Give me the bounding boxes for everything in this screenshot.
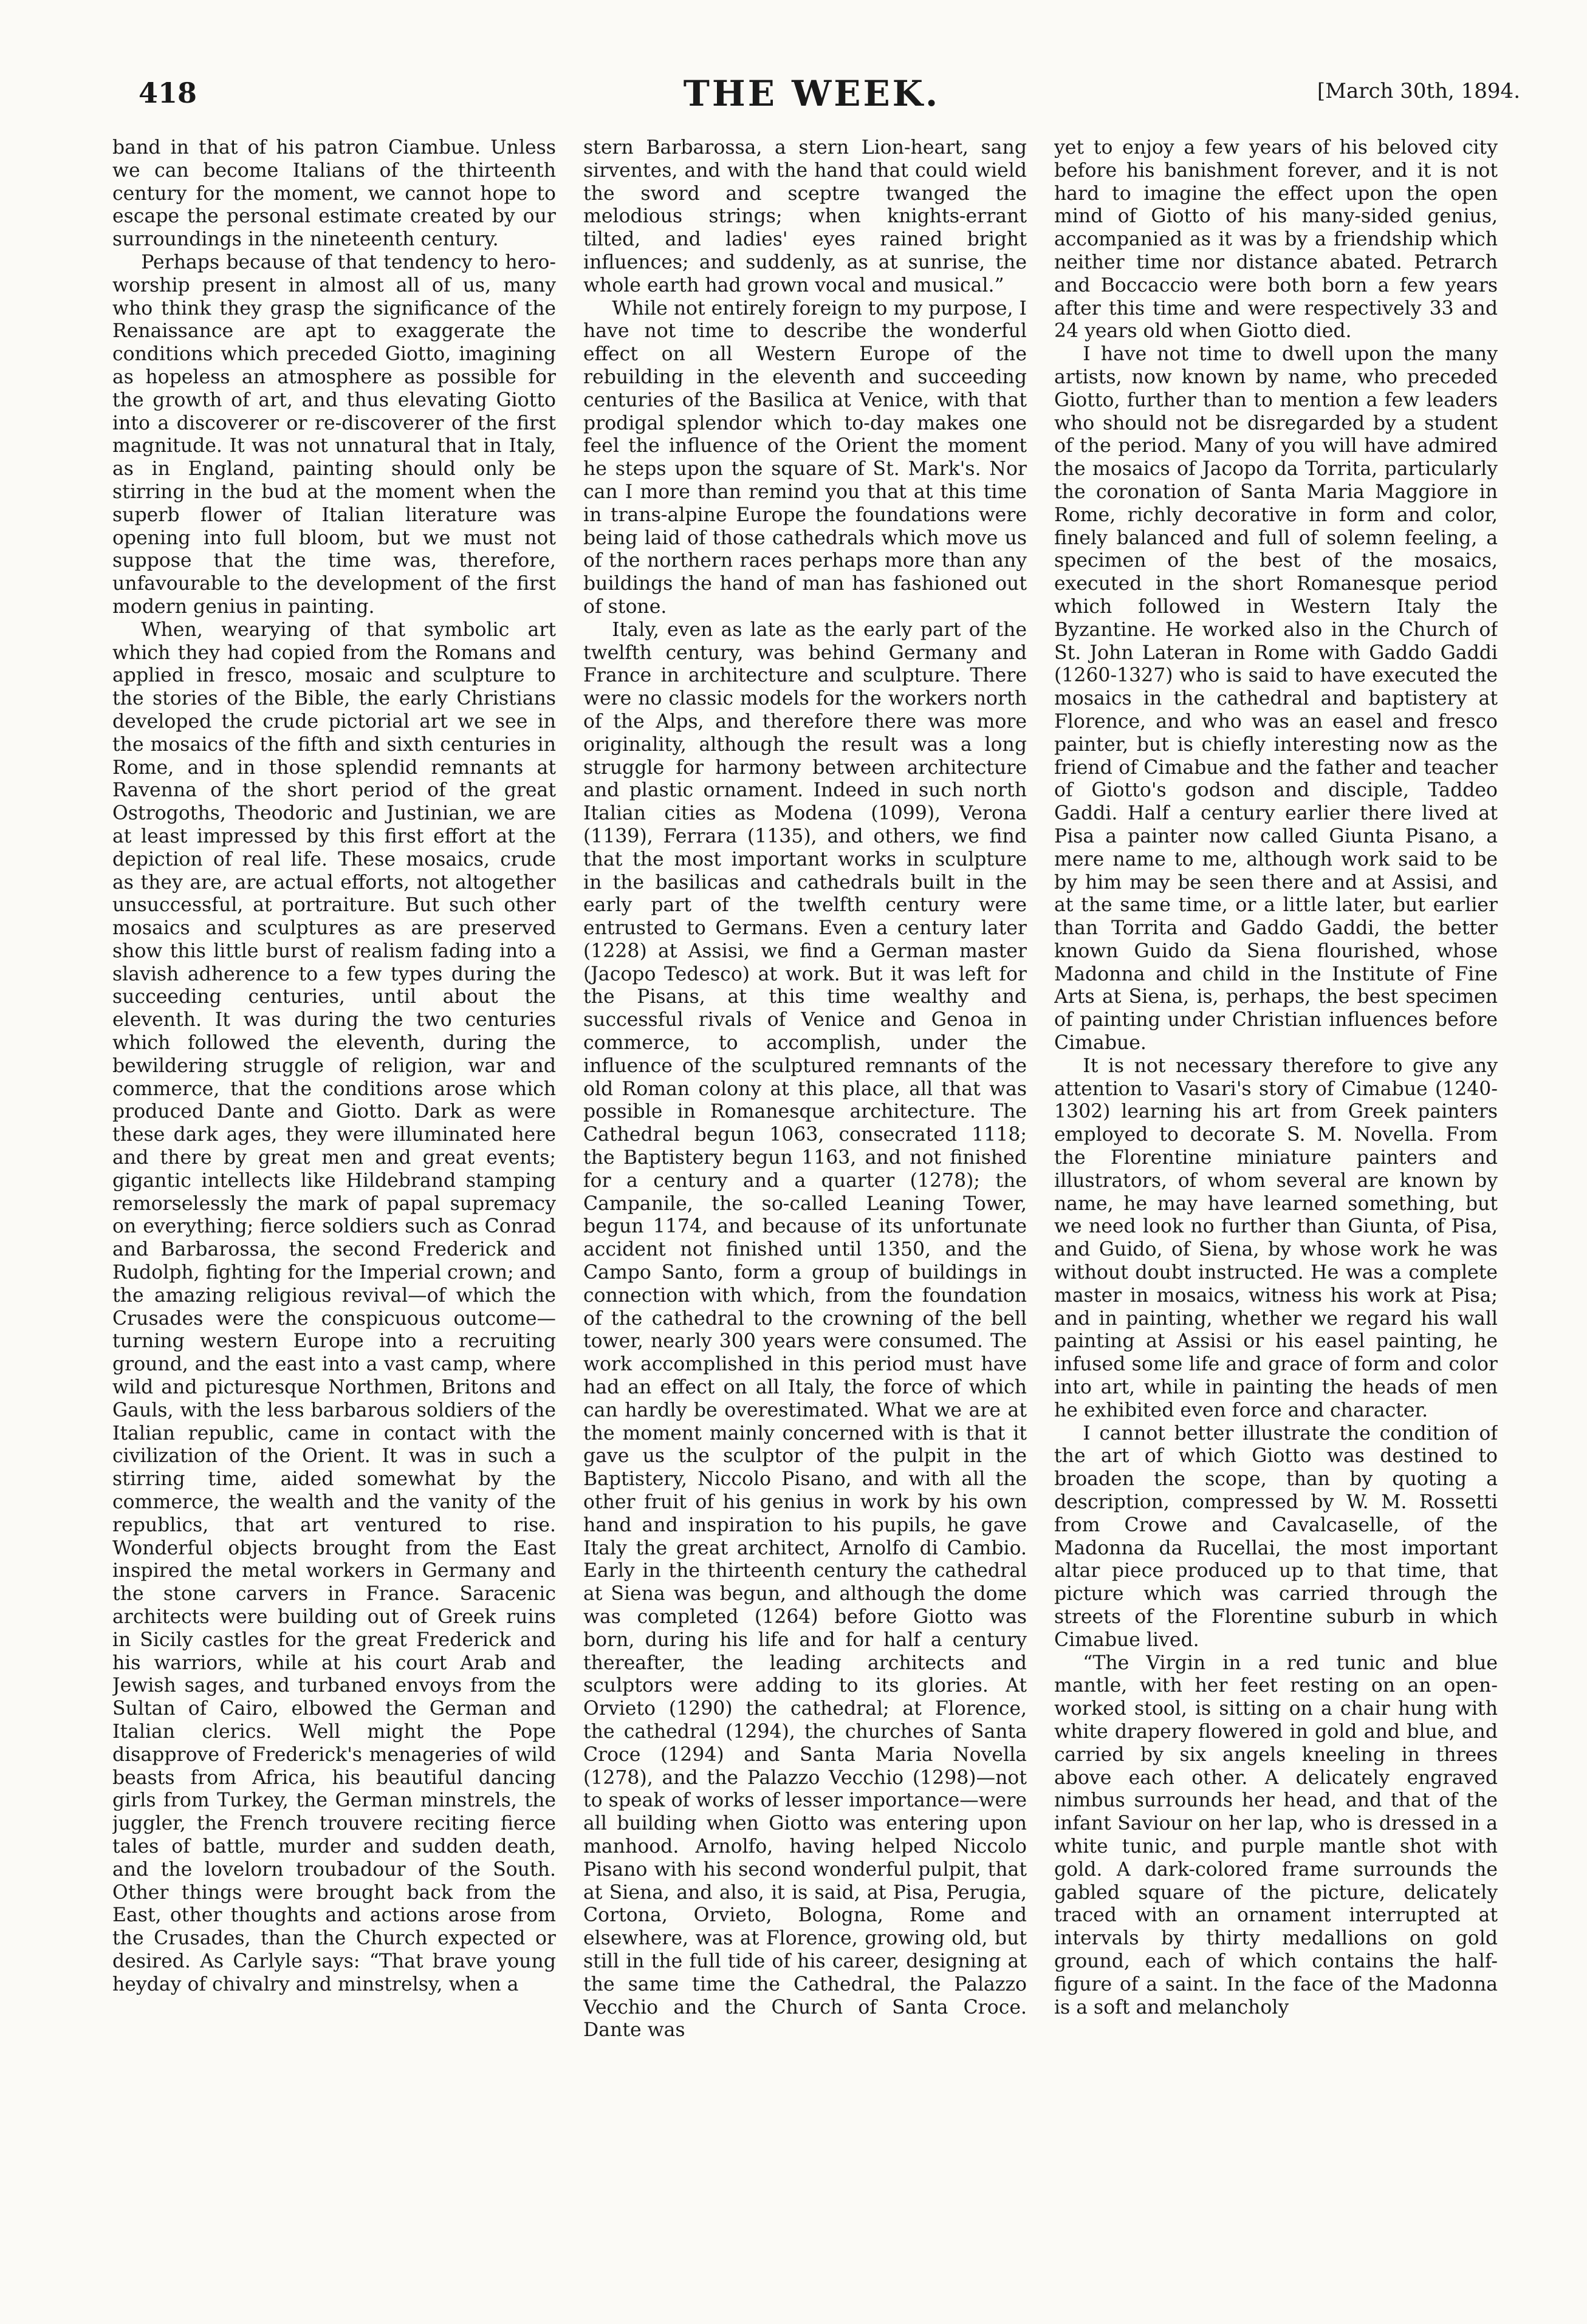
journal-title: THE WEEK. xyxy=(683,73,941,114)
page-header xyxy=(103,73,1520,128)
column-1 xyxy=(112,137,556,2299)
issue-date: [March 30th, 1894. xyxy=(1317,79,1520,103)
paragraph: While not entirely foreign to my purpose, I have not time to describe the wonderful effect on all Western Europe of the rebuilding in the eleventh and succeeding centuries of the Basilica at Venice, with that prodigal splendor which to-day makes one feel the influence of the Orient the moment he steps upon the square of St. Mark's. Nor can I more than remind you that at this time in trans-alpine Europe the foundations were being laid of those cathedrals which move us of the northern races perhaps more than any buildings the hand of man has fashioned out of stone. xyxy=(583,297,1027,618)
paragraph: yet to enjoy a few years of his beloved city before his banishment forever, and it is not hard to imagine the effect upon the open mind of Giotto of his many-sided genius, accompanied as it was by a friendship which neither time nor distance abated. Petrarch and Boccaccio were both born a few years after this time and were respectively 33 and 24 years old when Giotto died. xyxy=(1054,137,1498,343)
paragraph: stern Barbarossa, a stern Lion-heart, sang sirventes, and with the hand that could wield the sword and sceptre twanged the melodious strings; when knights-errant tilted, and ladies' eyes rained bright influences; and suddenly, as at sunrise, the whole earth had grown vocal and musical.” xyxy=(583,137,1027,296)
paragraph: When, wearying of that symbolic art which they had copied from the Romans and applied in fresco, mosaic and sculpture to the stories of the Bible, the early Christians developed the crude pictorial art we see in the mosaics of the fifth and sixth centuries in Rome, and in those splendid remnants at Ravenna of the short period of the great Ostrogoths, Theodoric and Justinian, we are at least impressed by this first effort at the depiction of real life. These mosaics, crude as they are, are actual efforts, not altogether unsuccessful, at portraiture. But such other mosaics and sculptures as are preserved show this little burst of realism fading into a slavish adherence to a few types during the succeeding centuries, until about the eleventh. It was during the two centuries which followed the eleventh, during the bewildering struggle of religion, war and commerce, that the conditions arose which produced Dante and Giotto. Dark as were these dark ages, they were illuminated here and there by great men and great events; gigantic intellects like Hildebrand stamping remorselessly the mark of papal supremacy on everything; fierce soldiers such as Conrad and Barbarossa, the second Frederick and Rudolph, fighting for the Imperial crown; and the amazing religious revival—of which the Crusades were the conspicuous outcome—turning western Europe into a recruiting ground, and the east into a vast camp, where wild and picturesque Northmen, Britons and Gauls, with the less barbarous soldiers of the Italian republic, came in contact with the civilization of the Orient. It was in such a stirring time, aided somewhat by the commerce, the wealth and the vanity of the republics, that art ventured to rise. Wonderful objects brought from the East inspired the metal workers in Germany and the stone carvers in France. Saracenic architects were building out of Greek ruins in Sicily castles for the great Frederick and his warriors, while at his court Arab and Jewish sages, and turbaned envoys from the Sultan of Cairo, elbowed the German and Italian clerics. Well might the Pope disapprove of Frederick's menageries of wild beasts from Africa, his beautiful dancing girls from Turkey, the German minstrels, the juggler, the French trouvere reciting fierce tales of battle, murder and sudden death, and the lovelorn troubadour of the South. Other things were brought back from the East, other thoughts and actions arose from the Crusades, than the Church expected or desired. As Carlyle says: “That brave young heyday of chivalry and minstrelsy, when a xyxy=(112,618,556,1995)
paragraph: “The Virgin in a red tunic and blue mantle, with her feet resting on an open-worked stool, is sitting on a chair hung with white drapery flowered in gold and blue, and carried by six angels kneeling in threes above each other. A delicately engraved nimbus surrounds her head, and that of the infant Saviour on her lap, who is dressed in a white tunic, and purple mantle shot with gold. A dark-colored frame surrounds the gabled square of the picture, delicately traced with an ornament interrupted at intervals by thirty medallions on gold ground, each of which contains the half-figure of a saint. In the face of the Madonna is a soft and melancholy xyxy=(1054,1652,1498,2018)
column-3 xyxy=(1054,137,1498,2299)
paragraph: It is not necessary therefore to give any attention to Vasari's story of Cimabue (1240-1302) learning his art from Greek painters employed to decorate S. M. Novella. From the Florentine miniature painters and illustrators, of whom several are known by name, he may have learned something, but we need look no further than Giunta, of Pisa, and Guido, of Siena, by whose work he was without doubt instructed. He was a complete master in mosaics, witness his work at Pisa; and in painting, whether we regard his wall painting at Assisi or his easel painting, he infused some life and grace of form and color into art, while in painting the heads of men he exhibited even force and character. xyxy=(1054,1054,1498,1421)
paragraph: band in that of his patron Ciambue. Unless we can become Italians of the thirteenth century for the moment, we cannot hope to escape the personal estimate created by our surroundings in the nineteenth century. xyxy=(112,137,556,251)
paragraph: I cannot better illustrate the condition of the art of which Giotto was destined to broaden the scope, than by quoting a description, compressed by W. M. Rossetti from Crowe and Cavalcaselle, of the Madonna da Rucellai, the most important altar piece produced up to that time, that picture which was carried through the streets of the Florentine suburb in which Cimabue lived. xyxy=(1054,1422,1498,1651)
page-number: 418 xyxy=(139,77,197,109)
column-2 xyxy=(583,137,1027,2299)
paragraph: I have not time to dwell upon the many artists, now known by name, who preceded Giotto, further than to mention a few leaders who should not be disregarded by a student of the period. Many of you will have admired the mosaics of Jacopo da Torrita, particularly the coronation of Santa Maria Maggiore in Rome, richly decorative in form and color, finely balanced and full of solemn feeling, a specimen of the best of the mosaics, executed in the short Romanesque period which followed in Western Italy the Byzantine. He worked also in the Church of St. John Lateran in Rome with Gaddo Gaddi (1260-1327) who is said to have executed the mosaics in the cathedral and baptistery at Florence, and who was an easel and fresco painter, but is chiefly interesting now as the friend of Cimabue and the father and teacher of Giotto's godson and disciple, Taddeo Gaddi. Half a century earlier there lived at Pisa a painter now called Giunta Pisano, a mere name to me, although work said to be by him may be seen there and at Assisi, and at the same time, or a little later, but earlier than Torrita and Gaddo Gaddi, the better known Guido da Siena flourished, whose Madonna and child in the Institute of Fine Arts at Siena, is, perhaps, the best specimen of painting under Christian influences before Cimabue. xyxy=(1054,343,1498,1054)
paragraph: Italy, even as late as the early part of the twelfth century, was behind Germany and France in architecture and sculpture. There were no classic models for the workers north of the Alps, and therefore there was more originality, although the result was a long struggle for harmony between architecture and plastic ornament. Indeed in such north Italian cities as Modena (1099), Verona (1139), Ferrara (1135), and others, we find that the most important works in sculpture in the basilicas and cathedrals built in the early part of the twelfth century were entrusted to Germans. Even a century later (1228) at Assisi, we find a German master (Jacopo Tedesco) at work. But it was left for the Pisans, at this time wealthy and successful rivals of Venice and Genoa in commerce, to accomplish, under the influence of the sculptured remnants of the old Roman colony at this place, all that was possible in Romanesque architecture. The Cathedral begun 1063, consecrated 1118; the Baptistery begun 1163, and not finished for a century and a quarter (1278); the Campanile, the so-called Leaning Tower, begun 1174, and because of its unfortunate accident not finished until 1350, and the Campo Santo, form a group of buildings in connection with which, from the foundation of the cathedral to the crowning of the bell tower, nearly 300 years were consumed. The work accomplished in this period must have had an effect on all Italy, the force of which can hardly be overestimated. What we are at the moment mainly concerned with is that it gave us the sculptor of the pulpit in the Baptistery, Niccolo Pisano, and with all the other fruit of his genius in work by his own hand and inspiration to his pupils, he gave Italy the great architect, Arnolfo di Cambio. Early in the thirteenth century the cathedral at Siena was begun, and although the dome was completed (1264) before Giotto was born, during his life and for half a century thereafter, the leading architects and sculptors were adding to its glories. At Orvieto (1290) the cathedral; at Florence, the cathedral (1294), the churches of Santa Croce (1294) and Santa Maria Novella (1278), and the Palazzo Vecchio (1298)—not to speak of works of lesser importance—were all building when Giotto was entering upon manhood. Arnolfo, having helped Niccolo Pisano with his second wonderful pulpit, that at Siena, and also, it is said, at Pisa, Perugia, Cortona, Orvieto, Bologna, Rome and elsewhere, was at Florence, growing old, but still in the full tide of his career, designing at the same time the Cathedral, the Palazzo Vecchio and the Church of Santa Croce. Dante was xyxy=(583,618,1027,2042)
paragraph: Perhaps because of that tendency to hero-worship present in almost all of us, many who think they grasp the significance of the Renaissance are apt to exaggerate the conditions which preceded Giotto, imagining as hopeless an atmosphere as possible for the growth of art, and thus elevating Giotto into a discoverer or re-discoverer of the first magnitude. It was not unnatural that in Italy, as in England, painting should only be stirring in the bud at the moment when the superb flower of Italian literature was opening into full bloom, but we must not suppose that the time was, therefore, unfavourable to the development of the first modern genius in painting. xyxy=(112,251,556,618)
article-body xyxy=(112,137,1510,2299)
